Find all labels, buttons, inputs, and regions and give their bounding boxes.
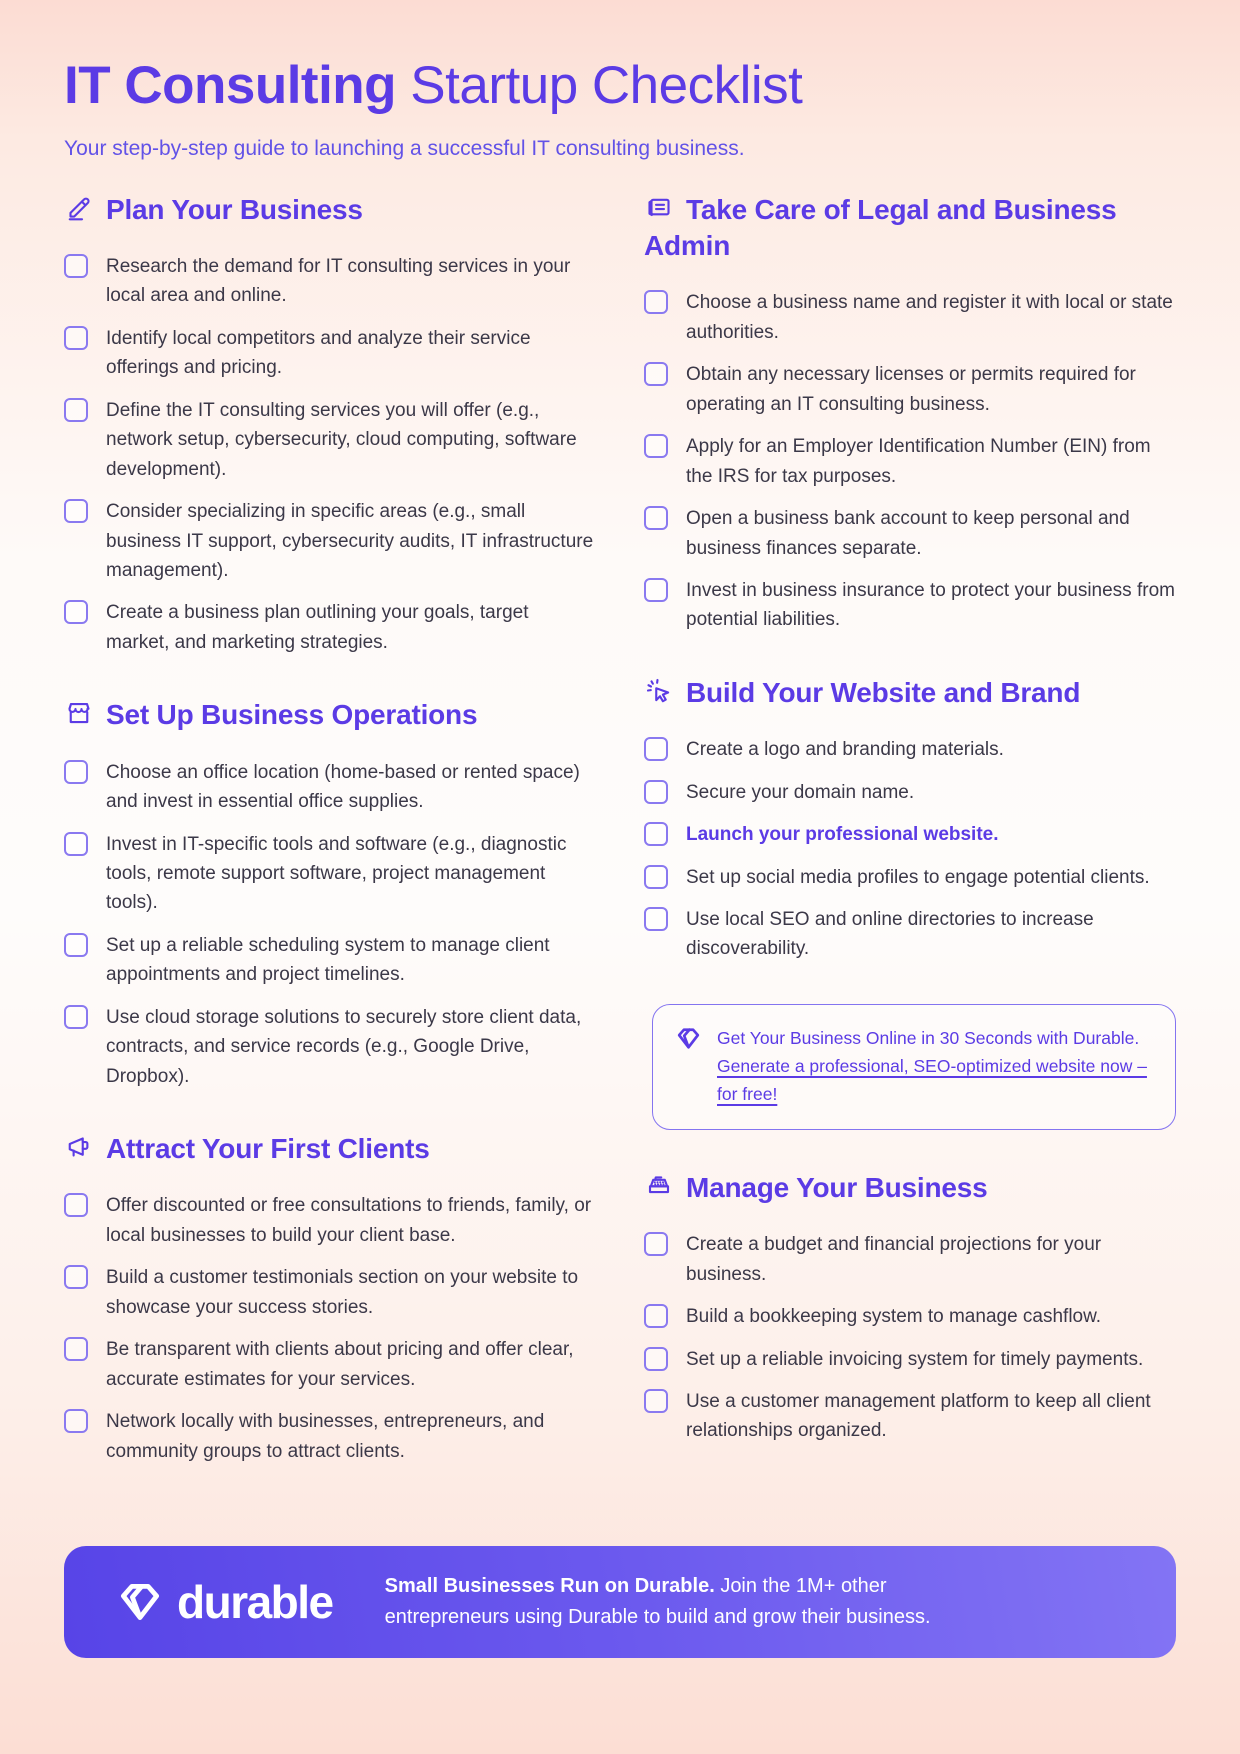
pencil-icon — [64, 193, 94, 223]
item-text: Consider specializing in specific areas (e.g., small business IT support, cybersecurity audits, IT infrastructure management). — [106, 501, 594, 581]
item-checkbox[interactable] — [644, 1389, 668, 1413]
checklist-item — [64, 396, 596, 484]
checklist-item — [64, 1335, 596, 1394]
item-text: Research the demand for IT consulting services in your local area and online. — [106, 256, 571, 307]
item-text: Build a bookkeeping system to manage cashflow. — [686, 1306, 1102, 1328]
item-checkbox[interactable] — [64, 398, 88, 422]
item-text: Invest in business insurance to protect your business from potential liabilities. — [686, 579, 1175, 631]
section-heading — [644, 1170, 1176, 1206]
item-text: Set up social media profiles to engage potential clients. — [686, 866, 1150, 888]
page-title — [64, 56, 1176, 115]
banner-text-regular: Join the 1M+ other entrepreneurs using Durable to build and grow their business. — [384, 1574, 931, 1628]
item-text: Secure your domain name. — [686, 781, 915, 803]
item-checkbox[interactable] — [644, 578, 668, 602]
item-text: Create a business plan outlining your goals, target market, and marketing strategies. — [106, 602, 529, 653]
item-checkbox[interactable] — [64, 760, 88, 784]
section-heading — [644, 675, 1176, 711]
checklist-item — [644, 1302, 1176, 1331]
left-column — [64, 192, 596, 1506]
checklist-item — [644, 1230, 1176, 1289]
checklist-item — [64, 1263, 596, 1322]
section-plan-your-business — [64, 192, 596, 658]
item-text: Obtain any necessary licenses or permits required for operating an IT consulting business. — [686, 364, 1136, 415]
item-checkbox[interactable] — [644, 506, 668, 530]
checklist-item — [64, 830, 596, 918]
page-title-rest: Startup Checklist — [410, 56, 803, 115]
item-checkbox[interactable] — [64, 499, 88, 523]
item-checkbox[interactable] — [64, 600, 88, 624]
item-text: Build a customer testimonials section on your website to showcase your success stories. — [106, 1267, 579, 1318]
page-title-accent: IT Consulting — [64, 56, 397, 115]
item-checkbox[interactable] — [64, 1409, 88, 1433]
item-checkbox[interactable] — [644, 737, 668, 761]
item-checkbox[interactable] — [644, 362, 668, 386]
item-text: Use a customer management platform to keep all client relationships organized. — [686, 1390, 1151, 1442]
section-title: Plan Your Business — [106, 193, 363, 225]
item-text: Be transparent with clients about pricing and offer clear, accurate estimates for your services. — [106, 1339, 574, 1390]
item-text: Offer discounted or free consultations to friends, family, or local businesses to build your client base. — [106, 1195, 592, 1246]
section-build-your-website-and-brand — [644, 675, 1176, 964]
page-header — [64, 56, 1176, 163]
item-checkbox[interactable] — [64, 832, 88, 856]
newspaper-icon — [644, 193, 674, 223]
item-checkbox[interactable] — [64, 1265, 88, 1289]
section-title: Build Your Website and Brand — [686, 676, 1081, 708]
checklist-item — [64, 758, 596, 817]
callout-text — [717, 1024, 1151, 1108]
checklist-item — [644, 1345, 1176, 1374]
item-text: Open a business bank account to keep personal and business finances separate. — [686, 508, 1130, 559]
generate-website-link[interactable]: Generate a professional, SEO-optimized website now – for free! — [717, 1055, 1147, 1104]
checklist-item — [64, 1191, 596, 1250]
item-text: Network locally with businesses, entrepreneurs, and community groups to attract clients. — [106, 1411, 545, 1462]
item-checkbox[interactable] — [644, 1304, 668, 1328]
item-checkbox[interactable] — [644, 822, 668, 846]
item-checkbox[interactable] — [64, 1337, 88, 1361]
checklist-columns — [64, 192, 1176, 1506]
checklist-item — [64, 324, 596, 383]
item-text: Set up a reliable invoicing system for timely payments. — [686, 1348, 1144, 1370]
checklist-item — [644, 1387, 1176, 1446]
banner-text-bold: Small Businesses Run on Durable. — [384, 1574, 715, 1597]
checklist-item — [644, 735, 1176, 764]
section-title: Take Care of Legal and Business Admin — [644, 193, 1117, 262]
section-take-care-of-legal-and-business-admin — [644, 192, 1176, 635]
section-heading — [64, 697, 596, 733]
banner-text — [385, 1571, 1010, 1633]
durable-diamond-icon — [675, 1025, 702, 1052]
item-text: Choose an office location (home-based or rented space) and invest in essential office supplies. — [106, 761, 580, 813]
checklist-item — [644, 360, 1176, 419]
right-column — [644, 192, 1176, 1486]
item-text-link[interactable]: Launch your professional website. — [686, 824, 999, 846]
item-text: Invest in IT-specific tools and software (e.g., diagnostic tools, remote support software, project management tools). — [106, 833, 567, 914]
item-text: Use cloud storage solutions to securely store client data, contracts, and service records (e.g., Google Drive, Dropbox). — [106, 1006, 582, 1087]
checklist-item — [644, 504, 1176, 563]
item-checkbox[interactable] — [644, 290, 668, 314]
item-checkbox[interactable] — [64, 254, 88, 278]
section-title: Attract Your First Clients — [106, 1133, 430, 1165]
section-attract-your-first-clients — [64, 1131, 596, 1466]
durable-promo-callout — [652, 1004, 1176, 1130]
item-checkbox[interactable] — [64, 1193, 88, 1217]
item-text: Create a logo and branding materials. — [686, 739, 1004, 761]
section-manage-your-business — [644, 1170, 1176, 1446]
item-checkbox[interactable] — [64, 933, 88, 957]
durable-diamond-icon — [116, 1578, 164, 1626]
checklist-item — [644, 863, 1176, 892]
section-title: Manage Your Business — [686, 1171, 988, 1203]
item-text: Choose a business name and register it with local or state authorities. — [686, 292, 1173, 343]
item-text: Define the IT consulting services you will offer (e.g., network setup, cybersecurity, cloud computing, software development). — [106, 399, 577, 480]
durable-wordmark: durable — [177, 1575, 333, 1628]
durable-logo — [116, 1575, 333, 1629]
item-text: Use local SEO and online directories to increase discoverability. — [686, 908, 1094, 960]
checklist-item — [644, 778, 1176, 807]
checklist-item — [644, 576, 1176, 635]
checklist-item — [644, 432, 1176, 491]
cursor-click-icon — [644, 676, 674, 706]
checklist-item — [644, 905, 1176, 964]
section-heading — [64, 192, 596, 228]
storefront-icon — [64, 698, 94, 728]
item-checkbox[interactable] — [644, 907, 668, 931]
item-text: Identify local competitors and analyze their service offerings and pricing. — [106, 327, 531, 379]
megaphone-icon — [64, 1132, 94, 1162]
section-set-up-business-operations — [64, 697, 596, 1091]
item-text: Create a budget and financial projections for your business. — [686, 1234, 1102, 1285]
checklist-item — [64, 1407, 596, 1466]
section-title: Set Up Business Operations — [106, 699, 478, 731]
item-text: Set up a reliable scheduling system to manage client appointments and project timelines. — [106, 934, 550, 986]
page-subtitle: Your step-by-step guide to launching a successful IT consulting business. — [64, 137, 745, 161]
section-heading — [644, 192, 1176, 265]
cash-register-icon — [644, 1171, 674, 1201]
durable-banner[interactable] — [64, 1546, 1176, 1658]
callout-lead-text: Get Your Business Online in 30 Seconds with Durable. — [717, 1027, 1140, 1048]
item-checkbox[interactable] — [64, 1005, 88, 1029]
checklist-item — [64, 252, 596, 311]
item-checkbox[interactable] — [644, 780, 668, 804]
item-checkbox[interactable] — [64, 326, 88, 350]
item-checkbox[interactable] — [644, 1232, 668, 1256]
checklist-item — [64, 1003, 596, 1091]
checklist-item — [64, 497, 596, 585]
section-heading — [64, 1131, 596, 1167]
checklist-item — [64, 931, 596, 990]
checklist-item — [64, 598, 596, 657]
item-text: Apply for an Employer Identification Number (EIN) from the IRS for tax purposes. — [686, 436, 1151, 487]
item-checkbox[interactable] — [644, 434, 668, 458]
checklist-item — [644, 288, 1176, 347]
item-checkbox[interactable] — [644, 1347, 668, 1371]
checklist-item — [644, 820, 1176, 849]
item-checkbox[interactable] — [644, 865, 668, 889]
